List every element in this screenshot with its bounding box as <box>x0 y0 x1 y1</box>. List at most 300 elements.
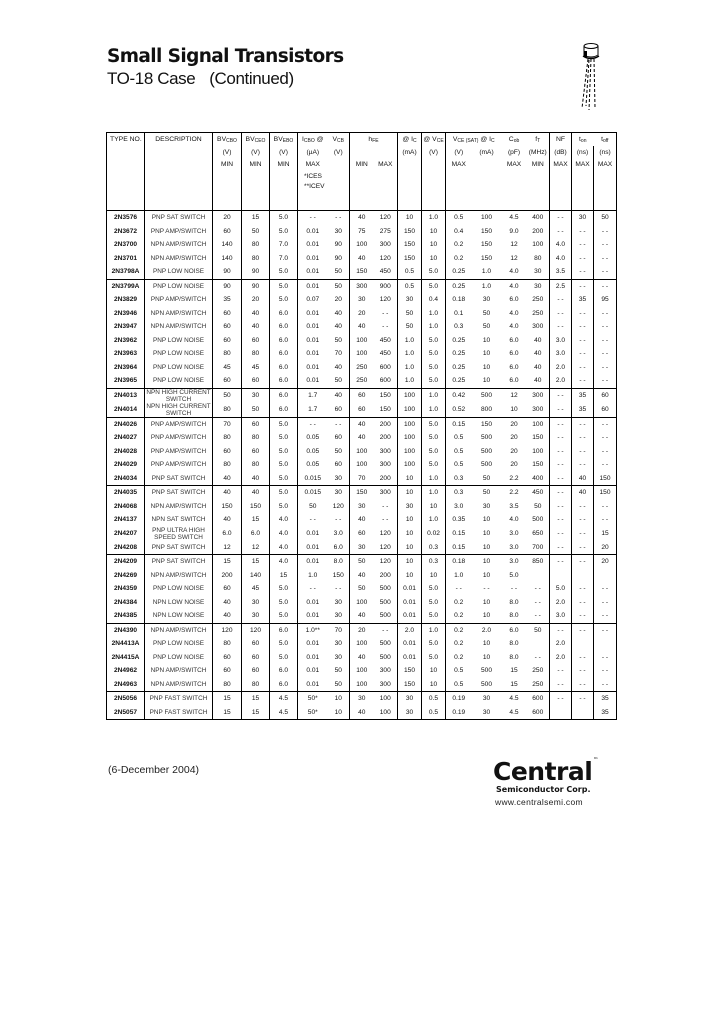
cell-value: 0.01 <box>298 609 328 623</box>
cell-value: 10 <box>472 541 502 555</box>
cell-value: 40 <box>527 334 550 348</box>
cell-value: 10 <box>328 692 350 706</box>
cell-value: 40 <box>328 388 350 403</box>
cell-value: 80 <box>242 252 270 266</box>
cell-value: 120 <box>374 541 398 555</box>
cell-value: - - <box>572 609 594 623</box>
transistor-spec-table <box>106 132 617 720</box>
cell-value: 30 <box>482 296 491 303</box>
cell-value: 120 <box>379 296 391 303</box>
cell-value: - - <box>594 374 617 388</box>
description: PNP AMP/SWITCH <box>145 225 213 239</box>
col-bvceo: $BV_{CEO}$ <box>242 133 270 147</box>
cell-value: - - <box>601 363 609 371</box>
cell-value: 300 <box>379 447 391 455</box>
cell-value: 120 <box>379 214 391 221</box>
cell-value: 0.05 <box>306 461 320 468</box>
cell-value: - - <box>455 585 462 592</box>
cell-value: 1.0 <box>308 571 318 579</box>
cell-value: 15 <box>242 211 270 225</box>
cell-value: - - <box>601 309 609 317</box>
cell-value: 275 <box>379 227 391 235</box>
cell-value: - - <box>550 417 572 431</box>
cell-value: 0.35 <box>452 516 466 523</box>
cell-value: 6.0 <box>509 350 519 357</box>
cell-value: 100 <box>527 238 550 252</box>
cell-value: 4.0 <box>270 527 298 541</box>
cell-value: 35 <box>572 293 594 307</box>
cell-value: - - <box>601 323 609 330</box>
cell-value: - - <box>550 403 572 418</box>
cell-value: 10 <box>482 336 491 344</box>
cell-value: 40 <box>213 609 242 623</box>
cell-value: 1.0 <box>422 320 446 334</box>
cell-value: 0.2 <box>454 241 464 248</box>
table-row <box>107 472 617 486</box>
to18-transistor-icon <box>578 42 608 114</box>
cell-value: 100 <box>356 447 368 455</box>
cell-value: 0.3 <box>454 489 464 496</box>
case-type: TO-18 Case <box>107 69 196 88</box>
cell-value: 10 <box>482 640 491 647</box>
cell-value: - - <box>594 609 617 623</box>
cell-value: 2.0 <box>398 623 422 637</box>
cell-value: 0.19 <box>446 706 472 720</box>
cell-value: 80 <box>213 347 242 361</box>
cell-value: 60 <box>350 403 374 418</box>
cell-value: 30 <box>242 596 270 610</box>
cell-value: - - <box>309 585 316 592</box>
cell-value: 40 <box>328 307 350 321</box>
cell-value: 120 <box>379 529 391 537</box>
cell-value: 450 <box>374 265 398 279</box>
cell-value: 5.0 <box>270 417 298 431</box>
cell-value: 6.0 <box>270 403 298 418</box>
cell-value: 60 <box>242 637 270 651</box>
cell-value: 4.0 <box>509 282 519 290</box>
cell-value: - - <box>601 626 609 634</box>
cell-value: - - <box>601 585 609 592</box>
cell-value: 150 <box>527 458 550 472</box>
cell-value: 0.5 <box>398 279 422 293</box>
cell-value: 500 <box>379 640 391 647</box>
cell-value: 120 <box>213 623 242 637</box>
cell-value: 0.5 <box>454 461 464 468</box>
cell-value: - - <box>601 241 609 248</box>
cell-value: 0.01 <box>306 350 320 357</box>
type-no: 2N4013 <box>107 388 145 403</box>
cell-value: 5.0 <box>422 279 446 293</box>
cell-value: 15 <box>601 529 609 537</box>
cell-value: 1.0 <box>422 307 446 321</box>
type-no: 2N4962 <box>107 664 145 678</box>
cell-value: 4.0 <box>502 265 527 279</box>
cell-value: 40 <box>242 307 270 321</box>
cell-value: - - <box>550 320 572 334</box>
cell-value: 15 <box>213 706 242 720</box>
col-nf: NF <box>550 133 572 147</box>
cell-value: 60 <box>242 417 270 431</box>
cell-value: 4.0 <box>509 309 519 317</box>
cell-value: 40 <box>572 472 594 486</box>
cell-value: 500 <box>472 678 502 692</box>
cell-value: 500 <box>481 391 493 399</box>
cell-value: 30 <box>328 225 350 239</box>
cell-value: 200 <box>527 225 550 239</box>
cell-value: 100 <box>527 417 550 431</box>
cell-value: 2.5 <box>550 279 572 293</box>
cell-value: 5.0 <box>422 445 446 459</box>
cell-value: 2.0 <box>481 626 492 634</box>
type-no: 2N3947 <box>107 320 145 334</box>
cell-value: - - <box>572 279 594 293</box>
description: PNP AMP/SWITCH <box>145 458 213 472</box>
cell-value: 80 <box>213 403 242 418</box>
cell-value: 15 <box>270 569 298 583</box>
cell-value: 100 <box>356 461 368 468</box>
cell-value: 0.5 <box>422 706 446 720</box>
cell-value: 50 <box>398 307 422 321</box>
cell-value: 1.0 <box>422 211 446 225</box>
cell-value: 10 <box>482 653 491 661</box>
description: PNP LOW NOISE <box>145 279 213 293</box>
cell-value: 250 <box>527 678 550 692</box>
cell-value: - - <box>328 211 350 225</box>
cell-value: 200 <box>213 569 242 583</box>
table-row <box>107 431 617 445</box>
table-row <box>107 403 617 418</box>
cell-value: 150 <box>398 664 422 678</box>
type-no: 2N3962 <box>107 334 145 348</box>
cell-value: 6.0 <box>328 541 350 555</box>
cell-value: 12 <box>510 391 518 399</box>
cell-value: 20 <box>510 447 518 455</box>
cell-value: - - <box>601 282 609 290</box>
col-bvcbo: $BV_{CBO}$ <box>213 133 242 147</box>
cell-value: - - <box>328 417 350 431</box>
cell-value: - - <box>572 445 594 459</box>
cell-value: - - <box>550 211 572 225</box>
cell-value: 5.0 <box>270 637 298 651</box>
cell-value: 100 <box>356 598 368 606</box>
cell-value: - - <box>550 225 572 239</box>
cell-value: 1.0 <box>422 388 446 403</box>
cell-value: 15 <box>242 692 270 706</box>
cell-value: 6.0 <box>242 527 270 541</box>
cell-value: 3.0 <box>328 527 350 541</box>
cell-value: 6.0 <box>270 664 298 678</box>
type-no: 2N4014 <box>107 403 145 418</box>
type-no: 2N4026 <box>107 417 145 431</box>
cell-value: 600 <box>527 706 550 720</box>
cell-value: - - <box>572 678 594 692</box>
cell-value: 60 <box>328 403 350 418</box>
cell-value: 6.0 <box>270 307 298 321</box>
table-row <box>107 265 617 279</box>
cell-value: 50 <box>328 664 350 678</box>
cell-value: 500 <box>481 447 493 455</box>
table-row <box>107 541 617 555</box>
cell-value: 95 <box>601 296 609 303</box>
description: PNP AMP/SWITCH <box>145 293 213 307</box>
cell-value: 140 <box>213 238 242 252</box>
cell-value: 250 <box>527 293 550 307</box>
cell-value: 10 <box>482 529 491 537</box>
website-link[interactable]: www.centralsemi.com <box>495 797 583 807</box>
cell-value: - - <box>550 527 572 541</box>
cell-value: 1.0 <box>398 361 422 375</box>
cell-value: 600 <box>527 692 550 706</box>
cell-value: - - <box>572 374 594 388</box>
cell-value: 0.01 <box>306 227 320 235</box>
cell-value: 850 <box>527 555 550 569</box>
cell-value: 0.18 <box>452 296 466 303</box>
type-no: 2N3672 <box>107 225 145 239</box>
description: PNP LOW NOISE <box>145 651 213 665</box>
cell-value: 500 <box>379 585 391 592</box>
description: PNP SAT SWITCH <box>145 555 213 569</box>
description: NPN LOW NOISE <box>145 596 213 610</box>
cell-value: - - <box>550 472 572 486</box>
cell-value: 40 <box>358 571 366 579</box>
cell-value: 2.0 <box>550 361 572 375</box>
cell-value: 1.0 <box>454 571 464 579</box>
cell-value: 4.5 <box>509 695 519 702</box>
cell-value: 150 <box>398 252 422 266</box>
cell-value: 4.5 <box>509 214 519 221</box>
cell-value: 5.0 <box>422 361 446 375</box>
table-row <box>107 225 617 239</box>
cell-value: 30 <box>572 211 594 225</box>
cell-value: 6.0 <box>509 336 519 344</box>
cell-value: 5.0 <box>270 458 298 472</box>
cell-value: 500 <box>481 667 493 674</box>
cell-value: 60 <box>213 320 242 334</box>
cell-value: 4.0 <box>550 238 572 252</box>
cell-value: 40 <box>358 653 366 661</box>
description: PNP AMP/SWITCH <box>145 417 213 431</box>
cell-value: - - <box>328 513 350 527</box>
cell-value: 3.0 <box>550 347 572 361</box>
table-row <box>107 651 617 665</box>
cell-value: - - <box>550 293 572 307</box>
cell-value: 60 <box>213 334 242 348</box>
cell-value: - - <box>601 254 609 262</box>
cell-value: 50 <box>472 472 502 486</box>
cell-value: 10 <box>398 555 422 569</box>
cell-value: - - <box>382 323 389 330</box>
cell-value: 10 <box>472 609 502 623</box>
cell-value: 500 <box>481 461 493 468</box>
cell-value: 4.5 <box>502 706 527 720</box>
cell-value: - - <box>601 653 609 661</box>
cell-value: 60 <box>358 529 366 537</box>
col-bvebo: $BV_{EBO}$ <box>270 133 298 147</box>
cell-value: 250 <box>350 374 374 388</box>
cell-value: 40 <box>242 472 270 486</box>
cell-value: 50 <box>398 320 422 334</box>
cell-value: - - <box>601 227 609 235</box>
cell-value: 10 <box>482 350 491 357</box>
cell-value: 30 <box>328 609 350 623</box>
cell-value: 300 <box>374 678 398 692</box>
cell-value: 10 <box>422 238 446 252</box>
cell-value: - - <box>594 265 617 279</box>
cell-value: 5.0 <box>422 334 446 348</box>
cell-value: 10 <box>502 403 527 418</box>
col-ic: @ $I_C$ <box>398 133 422 147</box>
cell-value: 15 <box>510 667 518 674</box>
cell-value: 0.1 <box>454 309 464 317</box>
cell-value: 10 <box>482 571 491 579</box>
cell-value: 0.52 <box>446 403 472 418</box>
cell-value: - - <box>594 678 617 692</box>
cell-value: 250 <box>527 307 550 321</box>
cell-value: 60 <box>242 651 270 665</box>
table-row <box>107 569 617 583</box>
cell-value: 4.0 <box>270 555 298 569</box>
cell-value: 300 <box>379 461 391 468</box>
cell-value: - - <box>601 667 609 674</box>
cell-value: 8.0 <box>502 609 527 623</box>
cell-value: 80 <box>242 347 270 361</box>
description: PNP LOW NOISE <box>145 361 213 375</box>
cell-value: 2.2 <box>509 489 519 496</box>
cell-value: 600 <box>374 374 398 388</box>
cell-value: - - <box>572 265 594 279</box>
cell-value: 40 <box>213 596 242 610</box>
cell-value: 0.01 <box>398 582 422 596</box>
cell-value: 500 <box>527 513 550 527</box>
cell-value <box>572 706 594 720</box>
cell-value: 5.0 <box>422 265 446 279</box>
cell-value: 0.15 <box>452 529 466 537</box>
cell-value: 400 <box>527 211 550 225</box>
type-no: 2N4035 <box>107 486 145 500</box>
cell-value: 10 <box>398 527 422 541</box>
cell-value: - - <box>572 513 594 527</box>
cell-value: 0.01 <box>306 241 320 248</box>
cell-value: 250 <box>356 363 368 371</box>
cell-value: 150 <box>328 569 350 583</box>
cell-value: 150 <box>594 472 617 486</box>
cell-value: 450 <box>379 350 391 357</box>
cell-value: 0.15 <box>446 541 472 555</box>
cell-value: 200 <box>379 420 391 428</box>
cell-value: 120 <box>328 500 350 514</box>
cell-value: 30 <box>328 596 350 610</box>
cell-value: 0.25 <box>452 282 466 290</box>
cell-value: 150 <box>398 238 422 252</box>
table-row <box>107 334 617 348</box>
cell-value: 15 <box>242 706 270 720</box>
cell-value: 6.0 <box>270 388 298 403</box>
cell-value: 150 <box>481 241 493 248</box>
cell-value: - - <box>572 623 594 637</box>
cell-value: - - <box>572 555 594 569</box>
cell-value: 15 <box>213 692 242 706</box>
table-header: TYPE NO. DESCRIPTION $BV_{CBO}$ $BV_{CEO}$ $BV_{EBO}$ $I_{CBO}$ @ $V_{CB}$ $h_{FE}$ @ $I_C$ @ $V_{CE}$ $V_{CE (SAT)}$ @ $I_C$ $C_{ob}$ $f_T$ NF $t_{on}$ $t_{off}$ (V) (V) (V) (µA) (V) (mA) (V) (V) (mA) (pF) (MHz) (dB) (ns) (ns) MIN MIN MIN MAX MIN MAX MAX MAX MIN MAX MAX MAX *ICES **ICEV <box>107 133 617 211</box>
cell-value: - - <box>550 307 572 321</box>
cell-value: 40 <box>213 513 242 527</box>
cell-value: 35 <box>572 388 594 403</box>
cell-value: 40 <box>358 516 366 523</box>
cell-value: 1.0 <box>472 265 502 279</box>
cell-value: 5.0 <box>550 582 572 596</box>
cell-value: 300 <box>379 489 391 496</box>
cell-value: 8.0 <box>509 598 519 606</box>
cell-value: 80 <box>242 458 270 472</box>
cell-value: 0.01 <box>306 254 320 262</box>
cell-value: - - <box>572 225 594 239</box>
cell-value: 500 <box>379 653 391 661</box>
cell-value: 50 <box>328 678 350 692</box>
cell-value: - - <box>572 664 594 678</box>
cell-value: 100 <box>398 403 422 418</box>
description: PNP AMP/SWITCH <box>145 445 213 459</box>
cell-value: 0.4 <box>454 227 464 235</box>
cell-value: - - <box>527 651 550 665</box>
cell-value: 30 <box>527 265 550 279</box>
type-no: 2N4385 <box>107 609 145 623</box>
cell-value: 0.01 <box>306 282 320 290</box>
table-row <box>107 445 617 459</box>
cell-value: - - <box>550 388 572 403</box>
type-no: 2N4209 <box>107 555 145 569</box>
cell-value: 0.2 <box>454 254 464 262</box>
cell-value: 50 <box>328 445 350 459</box>
cell-value: 1.0 <box>422 403 446 418</box>
cell-value: 3.0 <box>454 502 464 510</box>
cell-value: - - <box>601 461 609 468</box>
table-row <box>107 500 617 514</box>
cell-value: 7.0 <box>270 238 298 252</box>
cell-value: - - <box>572 347 594 361</box>
cell-value: - - <box>309 516 316 523</box>
cell-value: 800 <box>472 403 502 418</box>
cell-value: 10 <box>398 569 422 583</box>
cell-value: 0.01 <box>306 323 320 330</box>
cell-value: 10 <box>398 211 422 225</box>
cell-value: 6.0 <box>270 623 298 637</box>
cell-value: 0.02 <box>422 527 446 541</box>
cell-value: 150 <box>481 254 493 262</box>
description: NPN AMP/SWITCH <box>145 252 213 266</box>
type-no: 2N4963 <box>107 678 145 692</box>
page-title: Small Signal Transistors <box>107 46 344 67</box>
description: NPN HIGH CURRENT SWITCH <box>146 388 211 403</box>
cell-value: - - <box>601 447 609 455</box>
cell-value: 5.0 <box>270 431 298 445</box>
type-no: 2N4207 <box>107 527 145 541</box>
cell-value: 6.0 <box>213 527 242 541</box>
cell-value: 1.0 <box>422 623 446 637</box>
cell-value: 100 <box>398 431 422 445</box>
cell-value: 80 <box>242 431 270 445</box>
cell-value: 60 <box>328 458 350 472</box>
type-no: 2N3700 <box>107 238 145 252</box>
cell-value: 100 <box>481 214 493 221</box>
cell-value: 120 <box>379 254 391 262</box>
cell-value: 45 <box>242 361 270 375</box>
table-row <box>107 692 617 706</box>
cell-value: 80 <box>213 678 242 692</box>
cell-value: 6.0 <box>270 361 298 375</box>
cell-value: 30 <box>472 706 502 720</box>
cell-value: 0.015 <box>298 472 328 486</box>
cell-value: - - <box>550 513 572 527</box>
cell-value: 3.0 <box>550 334 572 348</box>
